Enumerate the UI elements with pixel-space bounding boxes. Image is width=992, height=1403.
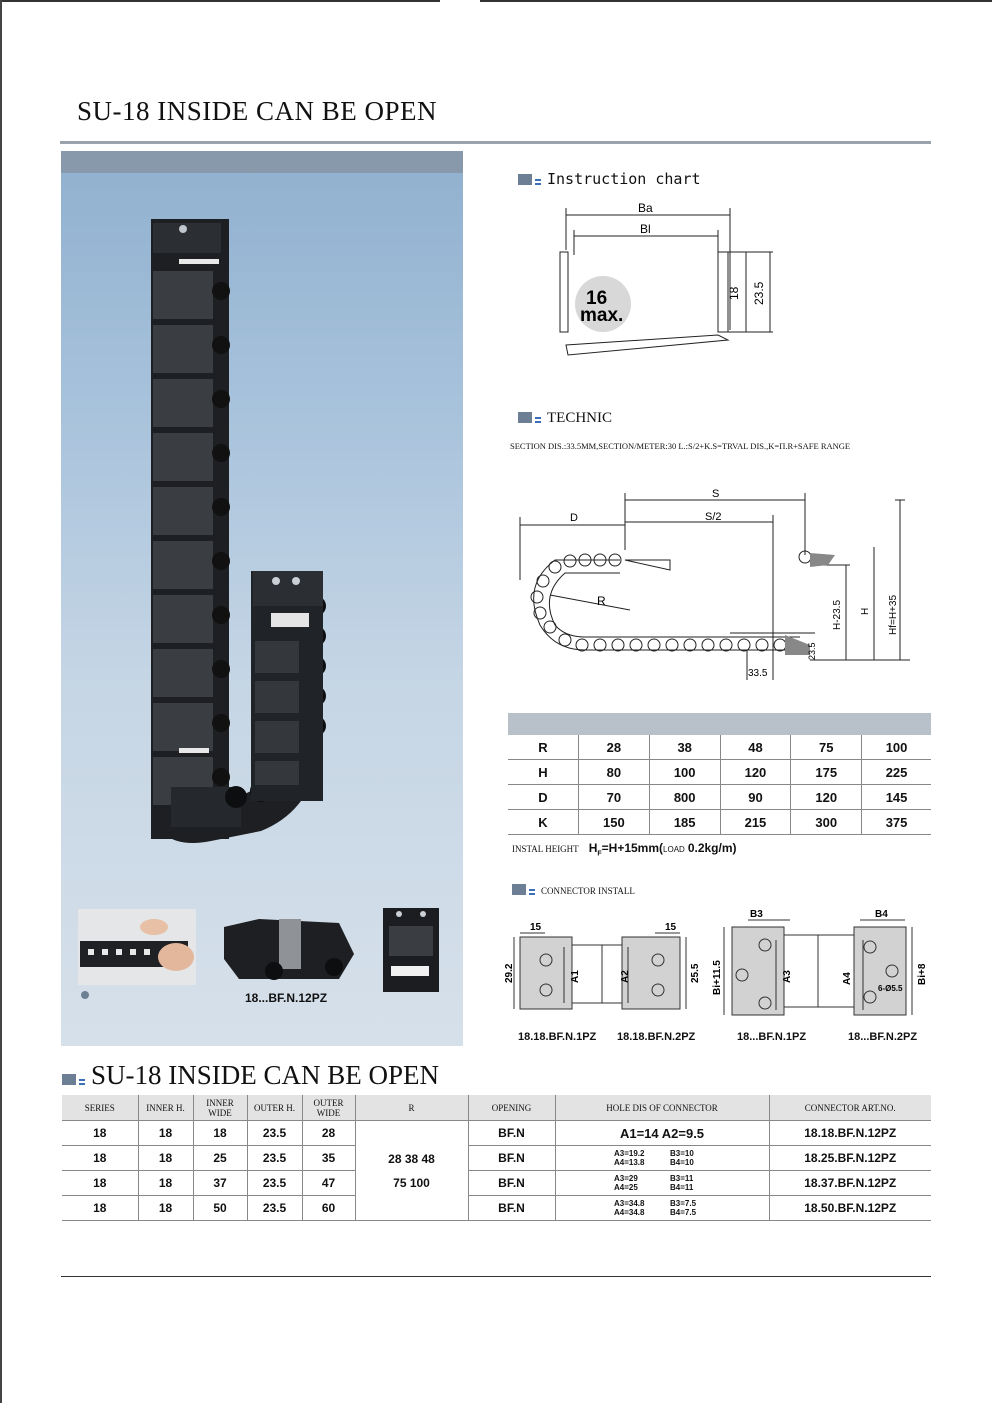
dim-hf: Hf=H+35 xyxy=(888,594,899,635)
column-header: HOLE DIS OF CONNECTOR xyxy=(555,1095,769,1121)
footer-rule xyxy=(61,1276,931,1277)
spec-cell: 215 xyxy=(720,810,791,835)
photo-dot xyxy=(81,991,89,999)
instruction-chart-diagram xyxy=(548,200,798,375)
dim-s-half: S/2 xyxy=(705,511,722,523)
connector-dim-label: B3 xyxy=(750,909,763,920)
spec-row xyxy=(508,735,931,760)
photo-caption: 18...BF.N.12PZ xyxy=(245,991,328,1005)
open-chain-photo xyxy=(78,909,196,985)
dim-r: R xyxy=(597,594,606,608)
table-row: 18 18 50 23.5 60 BF.N A3=34.8 B3=7.5 A4=34.8 B4=7.5 18.50.BF.N.12PZ xyxy=(62,1196,931,1221)
column-header: INNER H. xyxy=(138,1095,193,1121)
spec-cell: 90 xyxy=(720,785,791,810)
spec-cell: 145 xyxy=(862,785,931,810)
column-header: CONNECTOR ART.NO. xyxy=(769,1095,931,1121)
spec-cell: 375 xyxy=(862,810,931,835)
spec-cell: 120 xyxy=(791,785,862,810)
spec-cell: 38 xyxy=(649,735,720,760)
table-row: 18 18 25 23.5 35 BF.N A3=19.2 B3=10 A4=13.8 B4=10 18.25.BF.N.12PZ xyxy=(62,1146,931,1171)
chain-section-photo xyxy=(219,909,357,989)
section-lines-icon xyxy=(529,889,535,891)
instruction-heading: Instruction chart xyxy=(518,170,701,189)
spec-cell: 75 xyxy=(791,735,862,760)
connector-dim-label: 15 xyxy=(665,922,677,933)
section-bullet-icon xyxy=(512,884,526,895)
spec-cell: 225 xyxy=(862,760,931,785)
connector-diagrams xyxy=(500,905,930,1045)
section-lines-icon xyxy=(79,1079,85,1081)
spec-row-label: D xyxy=(508,785,579,810)
spec-cell: 120 xyxy=(720,760,791,785)
column-header: INNER WIDE xyxy=(193,1095,247,1121)
connector-dim-label: A1 xyxy=(570,970,581,983)
connector-dim-label: A2 xyxy=(620,970,631,983)
section-lines-icon xyxy=(535,417,541,419)
title-rule xyxy=(60,141,931,144)
connector-dim-label: Bi+8 xyxy=(917,963,928,985)
spec-table xyxy=(508,735,931,835)
connector-dim-label: Bi+11.5 xyxy=(712,960,723,995)
connector-caption-4: 18...BF.N.2PZ xyxy=(848,1031,918,1043)
column-header: SERIES xyxy=(62,1095,138,1121)
dim-18: 18 xyxy=(727,286,741,300)
spec-cell: 185 xyxy=(649,810,720,835)
top-edge-mark xyxy=(480,0,992,2)
connector-dim-label: 29.2 xyxy=(504,963,515,983)
connector-caption-2: 18.18.BF.N.2PZ xyxy=(617,1031,696,1043)
connector-caption-1: 18.18.BF.N.1PZ xyxy=(518,1031,597,1043)
spec-row xyxy=(508,810,931,835)
technic-heading: TECHNIC xyxy=(518,409,612,427)
spec-row xyxy=(508,760,931,785)
spec-cell: 100 xyxy=(862,735,931,760)
connector-dim-label: B4 xyxy=(875,909,888,920)
connector-photo xyxy=(381,906,443,996)
spec-table-band xyxy=(508,713,931,735)
dim-33-5: 33.5 xyxy=(748,668,768,679)
spec-row-label: H xyxy=(508,760,579,785)
table-row: 18 18 37 23.5 47 BF.N A3=29 B3=11 A4=25 B4=11 18.37.BF.N.12PZ xyxy=(62,1171,931,1196)
spec-cell: 70 xyxy=(579,785,650,810)
connector-dim-label: 15 xyxy=(530,922,542,933)
product-photo-panel xyxy=(61,151,463,1046)
dim-d: D xyxy=(570,512,578,524)
product-heading: SU-18 INSIDE CAN BE OPEN xyxy=(62,1060,439,1091)
connector-dim-label: A4 xyxy=(842,972,853,985)
technic-note: SECTION DIS.:33.5MM,SECTION/METER:30 L.:S/2+K.S=TRVAL DIS.,K=П.R+SAFE RANGE xyxy=(510,441,851,451)
page-title: SU-18 INSIDE CAN BE OPEN xyxy=(77,96,438,126)
r-values-cell: 28 38 48 75 100 xyxy=(355,1121,468,1221)
spec-row xyxy=(508,785,931,810)
connector-dim-label: 6-Ø5.5 xyxy=(878,984,903,993)
dim-23-5: 23.5 xyxy=(752,281,766,305)
section-bullet-icon xyxy=(518,412,532,423)
spec-cell: 175 xyxy=(791,760,862,785)
connector-heading: CONNECTOR INSTALL xyxy=(512,881,635,899)
spec-cell: 48 xyxy=(720,735,791,760)
left-edge-line xyxy=(0,0,2,1403)
table-row: 18 18 18 23.5 28 28 38 48 75 100 BF.N A1=14 A2=9.5 18.18.BF.N.12PZ xyxy=(62,1121,931,1146)
section-bullet-icon xyxy=(62,1074,76,1085)
spec-cell: 28 xyxy=(579,735,650,760)
connector-dim-label: A3 xyxy=(782,970,793,983)
section-lines-icon xyxy=(535,179,541,181)
column-header: OUTER WIDE xyxy=(302,1095,355,1121)
column-header: OPENING xyxy=(468,1095,555,1121)
max-number: 16 xyxy=(586,288,608,309)
column-header: R xyxy=(355,1095,468,1121)
spec-cell: 100 xyxy=(649,760,720,785)
spec-cell: 800 xyxy=(649,785,720,810)
dim-bi: Bl xyxy=(640,222,651,236)
column-header: OUTER H. xyxy=(247,1095,302,1121)
spec-cell: 300 xyxy=(791,810,862,835)
section-bullet-icon xyxy=(518,174,532,185)
spec-row-label: R xyxy=(508,735,579,760)
max-word: max. xyxy=(580,305,624,326)
connector-caption-3: 18...BF.N.1PZ xyxy=(737,1031,807,1043)
spec-row-label: K xyxy=(508,810,579,835)
dim-h: H xyxy=(860,607,871,615)
top-edge-mark xyxy=(0,0,440,2)
technic-diagram xyxy=(510,485,930,685)
install-height: INSTAL HEIGHT $H_F=H+15mm(LOAD$ 0.2kg/m) xyxy=(512,841,737,858)
dim-23-5-small: 23.5 xyxy=(807,642,817,660)
spec-cell: 150 xyxy=(579,810,650,835)
dim-ba: Ba xyxy=(638,201,653,215)
dim-h-minus: H-23.5 xyxy=(832,599,843,630)
spec-cell: 80 xyxy=(579,760,650,785)
dim-s: S xyxy=(712,488,720,500)
product-table xyxy=(62,1095,931,1221)
connector-dim-label: 25.5 xyxy=(690,963,701,983)
